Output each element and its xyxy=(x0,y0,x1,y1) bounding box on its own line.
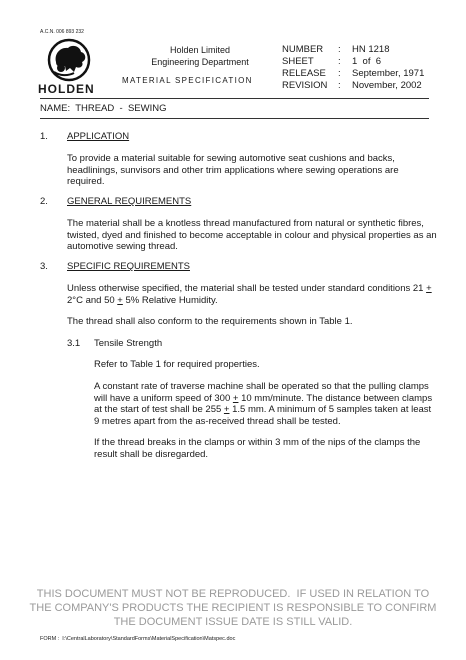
text-line: Unless otherwise specified, the material shall be tested under standard conditions 21 + xyxy=(67,283,432,294)
plus-minus-sign: + xyxy=(223,404,230,415)
meta-value: September, 1971 xyxy=(352,68,425,79)
meta-label: RELEASE xyxy=(282,68,326,79)
section-number: 2. xyxy=(40,196,48,207)
meta-value: HN 1218 xyxy=(352,44,390,55)
plus-minus-sign: + xyxy=(117,294,123,306)
subsection-heading-tensile xyxy=(67,338,162,349)
meta-value: 1 of 6 xyxy=(352,56,382,67)
plus-minus-sign: + xyxy=(426,283,432,294)
text-line: headlinings, sunvisors and other trim applications where sewing operations are xyxy=(67,164,399,176)
meta-label: REVISION xyxy=(282,80,328,91)
test-conditions-paragraph xyxy=(67,283,432,306)
text-line: To provide a material suitable for sewing automotive seat cushions and backs, xyxy=(67,153,395,164)
break-rule-paragraph xyxy=(94,437,420,460)
holden-logo xyxy=(34,38,104,100)
text-line: 2°C and 50 + 5% Relative Humidity. xyxy=(67,294,218,306)
table-reference-paragraph: The thread shall also conform to the requirements shown in Table 1. xyxy=(67,316,353,327)
text-line: A constant rate of traverse machine shall be operated so that the pulling clamps xyxy=(94,381,429,392)
text-line: at the start of test shall be 255 + 1.5 mm. A minimum of 5 samples taken at least xyxy=(94,404,432,415)
section-number: 3. xyxy=(40,261,48,272)
table-refer-paragraph: Refer to Table 1 for required properties. xyxy=(94,359,260,370)
meta-row-release: RELEASE : September, 1971 xyxy=(282,68,425,79)
text-line: twisted, dyed and finished to become acceptable in colour and physical properties as an xyxy=(67,229,437,241)
notice-line: THE COMPANY'S PRODUCTS THE RECIPIENT IS RESPONSIBLE TO CONFIRM xyxy=(29,602,437,614)
section-title: SPECIFIC REQUIREMENTS xyxy=(67,261,190,272)
section-heading-application xyxy=(40,131,129,142)
plus-minus-sign: + xyxy=(232,392,239,404)
meta-label: NUMBER xyxy=(282,44,324,55)
notice-line: THE DOCUMENT ISSUE DATE IS STILL VALID. xyxy=(113,616,353,628)
subsection-title: Tensile Strength xyxy=(94,338,163,349)
department-name: Engineering Department xyxy=(151,57,249,67)
clamp-speed-paragraph xyxy=(94,381,432,427)
meta-label: SHEET xyxy=(282,56,314,67)
text-line: will have a uniform speed of 300 + 10 mm/minute. The distance between clamps xyxy=(94,392,433,404)
meta-value: November, 2002 xyxy=(352,80,422,91)
material-name: NAME: THREAD - SEWING xyxy=(40,103,167,114)
section-heading-general xyxy=(40,196,191,207)
application-paragraph xyxy=(67,153,399,188)
subsection-number: 3.1 xyxy=(67,338,81,349)
text-line: The material shall be a knotless thread manufactured from natural or synthetic fibres, xyxy=(67,218,424,229)
logo-wordmark: HOLDEN xyxy=(38,82,95,96)
section-title: APPLICATION xyxy=(67,131,130,142)
text-line: If the thread breaks in the clamps or within 3 mm of the nips of the clamps the xyxy=(94,437,421,448)
text-line: required. xyxy=(67,176,105,187)
text-line: automotive sewing thread. xyxy=(67,241,178,252)
header-divider xyxy=(40,98,429,99)
document-meta xyxy=(282,44,424,92)
form-path: FORM : I:\CentralLaboratory\StandardForms\MaterialSpecification\Matspec.doc xyxy=(40,636,236,642)
meta-row-number: NUMBER : HN 1218 xyxy=(282,44,390,55)
acn-number: A.C.N. 006 893 232 xyxy=(40,29,84,35)
notice-line: THIS DOCUMENT MUST NOT BE REPRODUCED. IF USED IN RELATION TO xyxy=(36,588,430,600)
name-divider xyxy=(40,118,429,119)
company-name: Holden Limited xyxy=(169,45,231,55)
text-line: result shall be disregarded. xyxy=(94,448,209,460)
section-title: GENERAL REQUIREMENTS xyxy=(67,196,192,207)
document-type: MATERIAL SPECIFICATION xyxy=(122,76,253,85)
text-line: 9 metres apart from the as-received thread shall be tested. xyxy=(94,415,341,427)
section-heading-specific xyxy=(40,261,190,272)
general-paragraph xyxy=(67,218,437,253)
company-block xyxy=(130,44,270,68)
reproduction-notice xyxy=(0,587,466,629)
meta-row-revision: REVISION : November, 2002 xyxy=(282,80,422,91)
section-number: 1. xyxy=(40,131,48,142)
meta-row-sheet: SHEET : 1 of 6 xyxy=(282,56,382,67)
